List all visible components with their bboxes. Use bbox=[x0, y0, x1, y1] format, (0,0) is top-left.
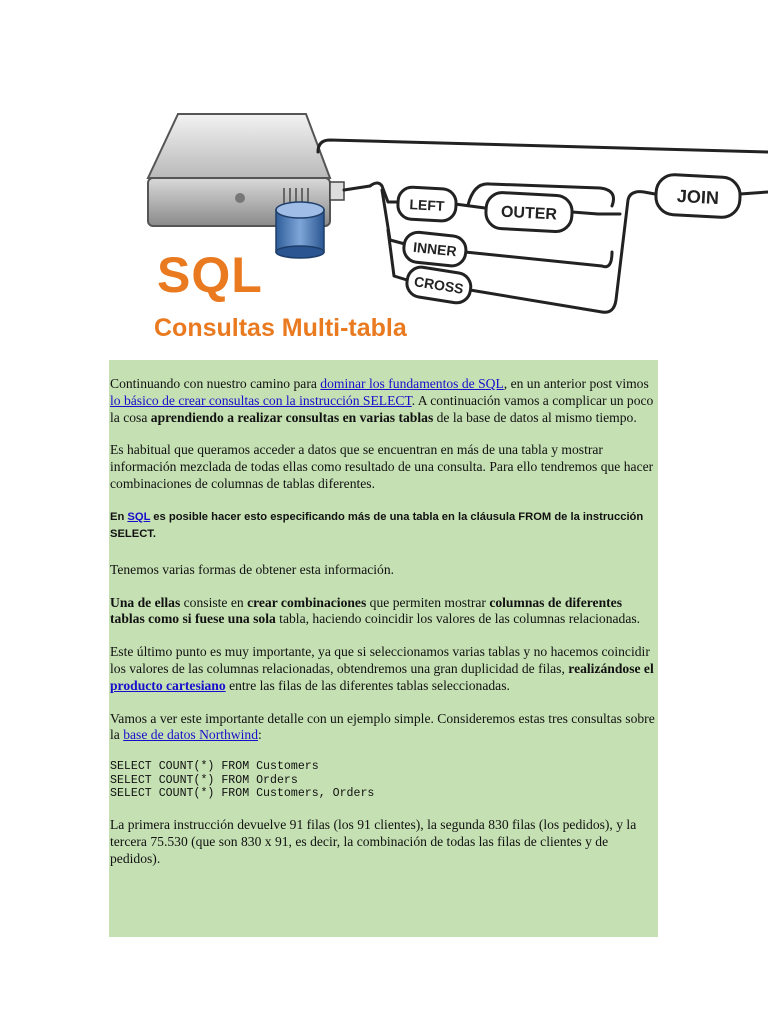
link-lo-basico-select[interactable]: lo básico de crear consultas con la instrucción SELECT bbox=[110, 392, 412, 408]
sql-code-block bbox=[110, 760, 658, 801]
text: Continuando con nuestro camino para bbox=[110, 376, 321, 391]
code-line: SELECT COUNT(*) FROM Customers, Orders bbox=[110, 787, 375, 801]
svg-text:OUTER: OUTER bbox=[500, 203, 558, 224]
svg-text:CROSS: CROSS bbox=[413, 273, 465, 297]
hero-title: SQL bbox=[157, 247, 263, 303]
bold-text: Una de ellas bbox=[110, 594, 181, 610]
inner-keyword-box bbox=[402, 231, 467, 267]
bold-text: columnas de diferentes tablas como si fuese una sola bbox=[110, 594, 622, 627]
text: tabla, haciendo coincidir los valores de las columnas relacionadas. bbox=[275, 611, 641, 627]
text: que permiten mostrar bbox=[366, 594, 490, 610]
code-line: SELECT COUNT(*) FROM Customers bbox=[110, 760, 319, 774]
sql-join-diagram bbox=[0, 0, 768, 360]
link-dominar-fundamentos-sql[interactable]: dominar los fundamentos de SQL bbox=[320, 376, 504, 391]
cross-keyword-box bbox=[405, 265, 473, 305]
text: En bbox=[110, 510, 128, 523]
svg-text:LEFT: LEFT bbox=[409, 196, 445, 214]
paragraph-formas: Tenemos varias formas de obtener esta información. bbox=[110, 561, 395, 577]
text: . A continuación vamos a complicar un poco la cosa bbox=[110, 392, 654, 425]
paragraph-resultados: La primera instrucción devuelve 91 filas (los 91 clientes), la segunda 830 filas (los pedidos), y la tercera 75.530 (que son 830 x 91, es decir, la combinación de todas las filas de clientes y de pedidos). bbox=[110, 816, 637, 866]
outer-keyword-box bbox=[485, 192, 573, 232]
hero-banner bbox=[0, 0, 768, 360]
paragraph-ejemplo bbox=[110, 711, 658, 745]
bold-text: realizándose el bbox=[568, 660, 654, 676]
text: entre las filas de las diferentes tablas seleccionadas. bbox=[225, 677, 510, 693]
text: Vamos a ver este importante detalle con un ejemplo simple. Consideremos estas tres consultas sobre la bbox=[110, 710, 655, 743]
code-line: SELECT COUNT(*) FROM Orders bbox=[110, 773, 298, 787]
text: consiste en bbox=[180, 594, 248, 610]
link-sql[interactable]: SQL bbox=[127, 510, 151, 523]
paragraph-combinaciones bbox=[110, 595, 658, 629]
paragraph-producto-cartesiano bbox=[110, 644, 658, 694]
database-icon bbox=[276, 202, 324, 258]
hero-subtitle: Consultas Multi-tabla bbox=[154, 314, 407, 342]
text: es posible hacer esto especificando más de una tabla en la cláusula FROM de la instrucción SELECT. bbox=[110, 510, 644, 541]
intro-paragraph bbox=[110, 376, 658, 426]
text: : bbox=[258, 727, 262, 743]
link-producto-cartesiano[interactable]: producto cartesiano bbox=[110, 677, 226, 693]
svg-text:JOIN: JOIN bbox=[676, 185, 720, 209]
paragraph-sql-from bbox=[110, 509, 658, 544]
svg-text:INNER: INNER bbox=[412, 238, 458, 260]
text: Este último punto es muy importante, ya que si seleccionamos varias tablas y no hacemos coincidir los valores de las columnas relacionadas, obtendremos una gran duplicidad de filas, bbox=[110, 644, 650, 676]
join-keyword-box bbox=[655, 174, 741, 218]
bold-text: aprendiendo a realizar consultas en varias tablas bbox=[150, 409, 434, 425]
link-northwind[interactable]: base de datos Northwind bbox=[123, 727, 258, 743]
article-body bbox=[109, 360, 658, 937]
left-keyword-box bbox=[397, 187, 457, 222]
paragraph-acceder-datos: Es habitual que queramos acceder a datos que se encuentran en más de una tabla y mostrar información mezclada de todas ellas como resultado de una consulta. Para ello tendremos que hacer combinaciones de columnas de tablas diferentes. bbox=[110, 442, 654, 491]
bold-text: crear combinaciones bbox=[247, 594, 367, 610]
text: , en un anterior post vimos bbox=[503, 376, 649, 391]
text: de la base de datos al mismo tiempo. bbox=[433, 409, 637, 425]
